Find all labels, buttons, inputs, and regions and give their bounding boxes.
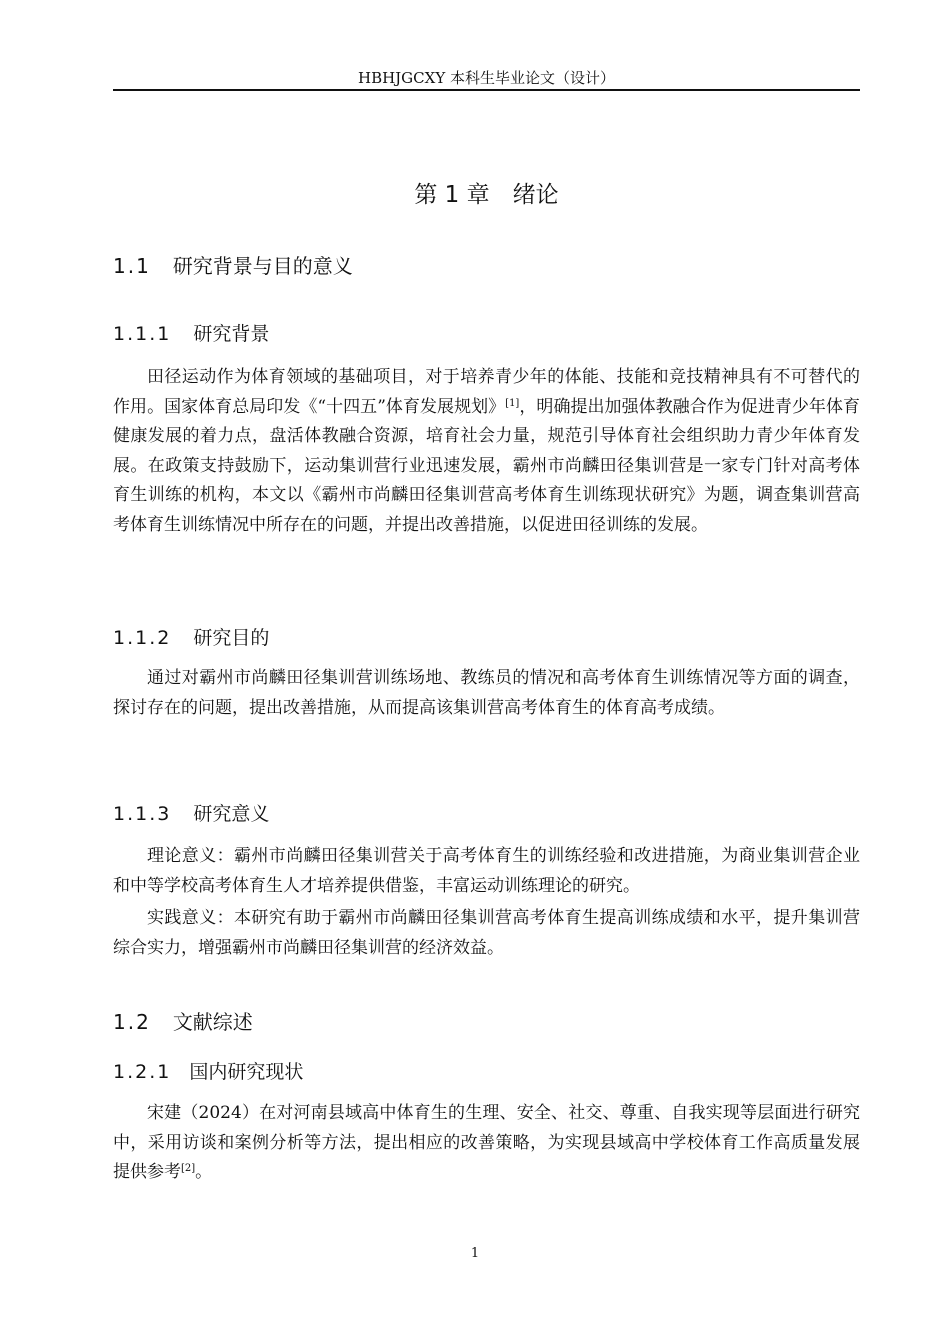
paragraph-text: 田径运动作为体育领域的基础项目，对于培养青少年的体能、技能和竞技精神具有不可替代的作用。国家体育总局印发《“十四五”体育发展规划》 bbox=[113, 367, 860, 417]
section-heading-1-1-3 bbox=[113, 800, 269, 828]
header-rule bbox=[113, 89, 860, 91]
section-number: 1.1.1 bbox=[113, 323, 172, 345]
section-title: 文献综述 bbox=[172, 1010, 253, 1034]
section-heading-1-1-2 bbox=[113, 624, 269, 652]
paragraph-text: ，明确提出加强体教融合作为促进青少年体育健康发展的着力点，盘活体教融合资源，培育社会力量，规范引导体育社会组织助力青少年体育发展。在政策支持鼓励下，运动集训营行业迅速发展，霸州市尚麟田径集训营是一家专门针对高考体育生训练的机构，本文以《霸州市尚麟田径集训营高考体育生训练现状研究》为题，调查集训营高考体育生训练情况中所存在的问题，并提出改善措施，以促进田径训练的发展。 bbox=[113, 396, 860, 535]
paragraph-text: 宋建（2024）在对河南县域高中体育生的生理、安全、社交、尊重、自我实现等层面进行研究中，采用访谈和案例分析等方法，提出相应的改善策略，为实现县域高中学校体育工作高质量发展提供参考 bbox=[113, 1103, 860, 1182]
page-number: 1 bbox=[470, 1246, 480, 1261]
section-heading-1-2 bbox=[113, 1008, 253, 1036]
section-number: 1.1.3 bbox=[113, 803, 172, 825]
section-title: 研究背景与目的意义 bbox=[172, 254, 353, 278]
paragraph-theoretical-significance: 理论意义：霸州市尚麟田径集训营关于高考体育生的训练经验和改进措施，为商业集训营企业和中等学校高考体育生人才培养提供借鉴，丰富运动训练理论的研究。 bbox=[113, 846, 860, 896]
section-number: 1.1.2 bbox=[113, 627, 172, 649]
paragraph-background bbox=[113, 363, 860, 540]
section-heading-1-1 bbox=[113, 252, 353, 280]
citation-ref[interactable]: [1] bbox=[505, 397, 520, 409]
section-heading-1-1-1 bbox=[113, 320, 269, 348]
section-number: 1.2 bbox=[113, 1010, 151, 1034]
paragraph-text: 。 bbox=[195, 1162, 213, 1182]
running-header: HBHJGCXY 本科生毕业论文（设计） bbox=[357, 69, 615, 87]
section-title: 研究目的 bbox=[193, 627, 270, 649]
paragraph-practical-significance: 实践意义：本研究有助于霸州市尚麟田径集训营高考体育生提高训练成绩和水平，提升集训营综合实力，增强霸州市尚麟田径集训营的经济效益。 bbox=[113, 908, 860, 958]
section-title: 国内研究现状 bbox=[189, 1061, 304, 1083]
section-number: 1.1 bbox=[113, 254, 151, 278]
chapter-title: 第 1 章 绪论 bbox=[414, 182, 559, 208]
section-title: 研究意义 bbox=[193, 803, 270, 825]
section-number: 1.2.1 bbox=[113, 1061, 172, 1083]
paragraph-purpose: 通过对霸州市尚麟田径集训营训练场地、教练员的情况和高考体育生训练情况等方面的调查，探讨存在的问题，提出改善措施，从而提高该集训营高考体育生的体育高考成绩。 bbox=[113, 668, 860, 718]
section-heading-1-2-1 bbox=[113, 1058, 303, 1086]
section-title: 研究背景 bbox=[193, 323, 270, 345]
citation-ref[interactable]: [2] bbox=[181, 1163, 196, 1174]
paragraph-domestic-research bbox=[113, 1099, 860, 1188]
